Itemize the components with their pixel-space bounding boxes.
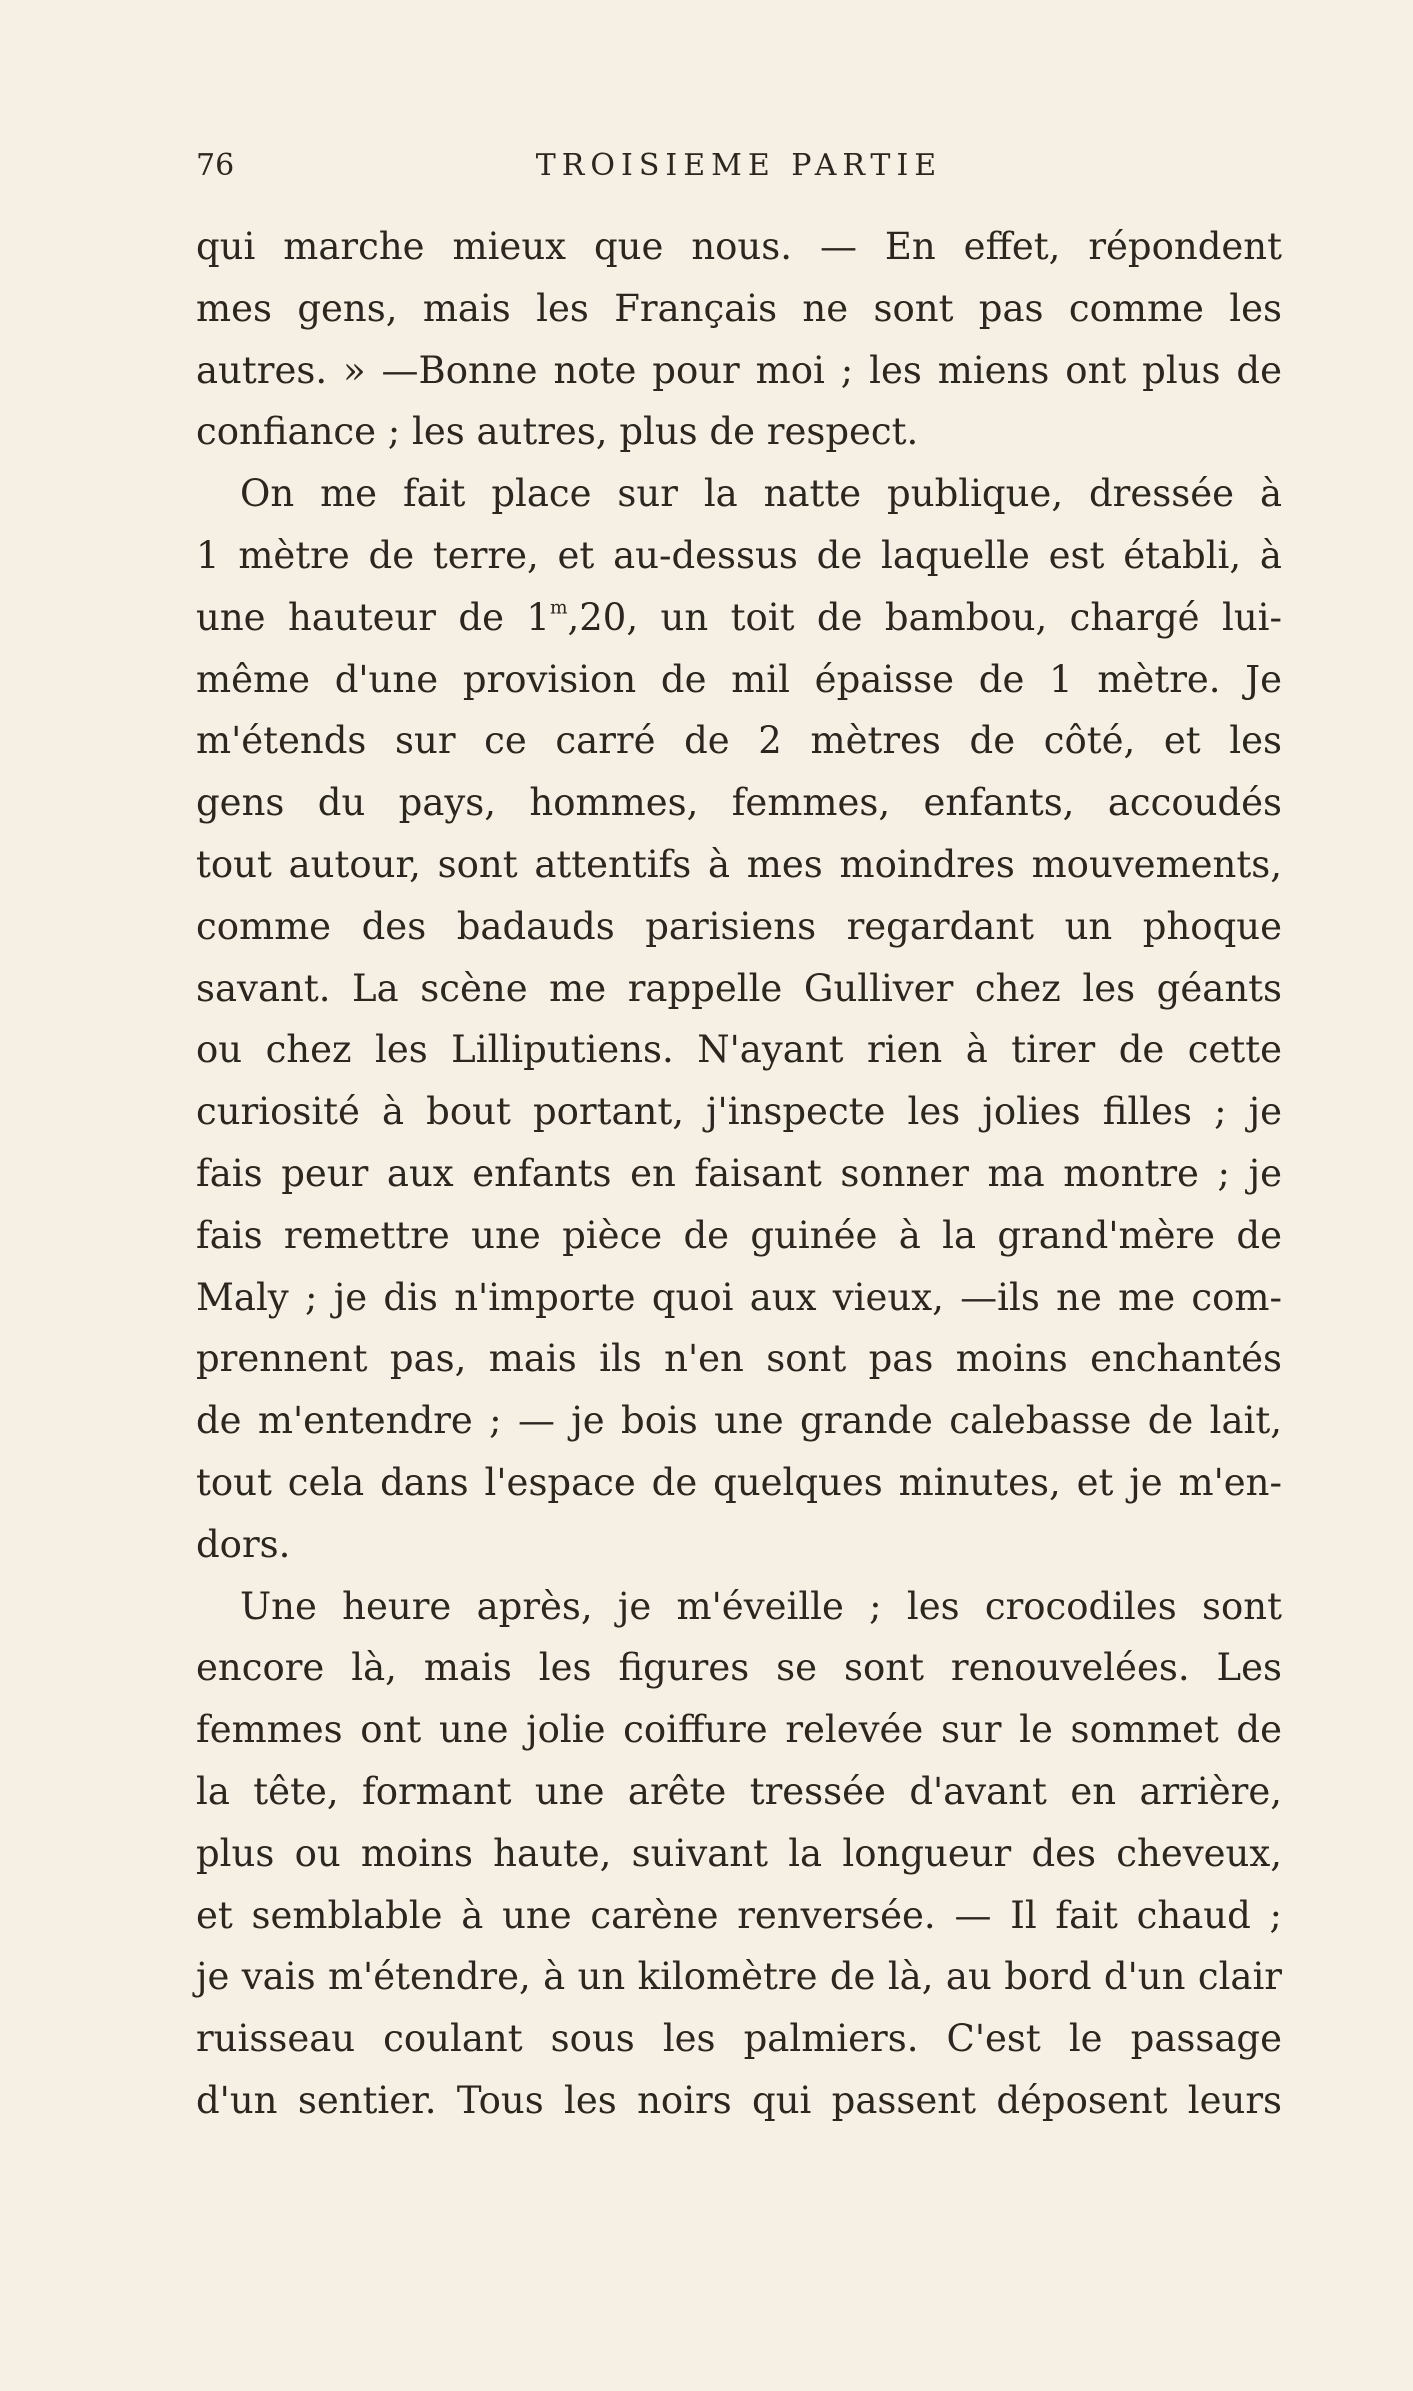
text-line: 1 mètre de terre, et au-dessus de laquelle est établi, à <box>196 533 1282 577</box>
text-line: je vais m'étendre, à un kilomètre de là, au bord d'un clair <box>196 1955 1282 1999</box>
text-line: comme des badauds parisiens regardant un phoque <box>196 904 1282 948</box>
page-number: 76 <box>196 148 235 183</box>
text-line: autres. » —Bonne note pour moi ; les miens ont plus de <box>196 348 1282 392</box>
superscript-m: m <box>549 597 568 619</box>
running-title: TROISIEME PARTIE <box>535 148 943 183</box>
text-fragment: ,20, un toit de bambou, chargé lui- <box>567 595 1282 639</box>
text-line-superscript <box>196 587 1282 649</box>
text-line: savant. La scène me rappelle Gulliver chez les géants <box>196 966 1282 1010</box>
text-line: Une heure après, je m'éveille ; les crocodiles sont <box>240 1584 1282 1628</box>
text-line: tout cela dans l'espace de quelques minutes, et je m'en- <box>196 1460 1282 1504</box>
text-line: la tête, formant une arête tressée d'avant en arrière, <box>196 1769 1282 1813</box>
text-line: d'un sentier. Tous les noirs qui passent déposent leurs <box>196 2078 1282 2122</box>
text-line: prennent pas, mais ils n'en sont pas moins enchantés <box>196 1337 1282 1381</box>
text-line: ou chez les Lilliputiens. N'ayant rien à tirer de cette <box>196 1028 1282 1072</box>
text-line: même d'une provision de mil épaisse de 1 mètre. Je <box>196 657 1282 701</box>
text-line: femmes ont une jolie coiffure relevée sur le sommet de <box>196 1708 1282 1752</box>
text-line: fais remettre une pièce de guinée à la grand'mère de <box>196 1213 1282 1257</box>
text-line: Maly ; je dis n'importe quoi aux vieux, —ils ne me com- <box>196 1275 1282 1319</box>
text-line: gens du pays, hommes, femmes, enfants, accoudés <box>196 781 1282 825</box>
text-line: mes gens, mais les Français ne sont pas comme les <box>196 286 1282 330</box>
text-line: de m'entendre ; — je bois une grande calebasse de lait, <box>196 1399 1282 1443</box>
text-line: m'étends sur ce carré de 2 mètres de côté, et les <box>196 719 1282 763</box>
body-text <box>196 216 1282 2132</box>
text-line: et semblable à une carène renversée. — Il fait chaud ; <box>196 1893 1282 1937</box>
text-line: ruisseau coulant sous les palmiers. C'est le passage <box>196 2017 1282 2061</box>
text-line: dors. <box>196 1522 291 1566</box>
page-header <box>196 148 1282 188</box>
text-fragment: une hauteur de 1 <box>196 595 550 639</box>
text-line: encore là, mais les figures se sont renouvelées. Les <box>196 1646 1282 1690</box>
text-line: curiosité à bout portant, j'inspecte les jolies filles ; je <box>196 1090 1282 1134</box>
text-line: fais peur aux enfants en faisant sonner ma montre ; je <box>196 1151 1282 1195</box>
text-line: tout autour, sont attentifs à mes moindres mouvements, <box>196 842 1282 886</box>
text-line: qui marche mieux que nous. — En effet, répondent <box>196 225 1282 268</box>
text-line: On me fait place sur la natte publique, dressée à <box>240 472 1282 516</box>
text-line: plus ou moins haute, suivant la longueur des cheveux, <box>196 1831 1282 1875</box>
text-line: confiance ; les autres, plus de respect. <box>196 410 919 454</box>
